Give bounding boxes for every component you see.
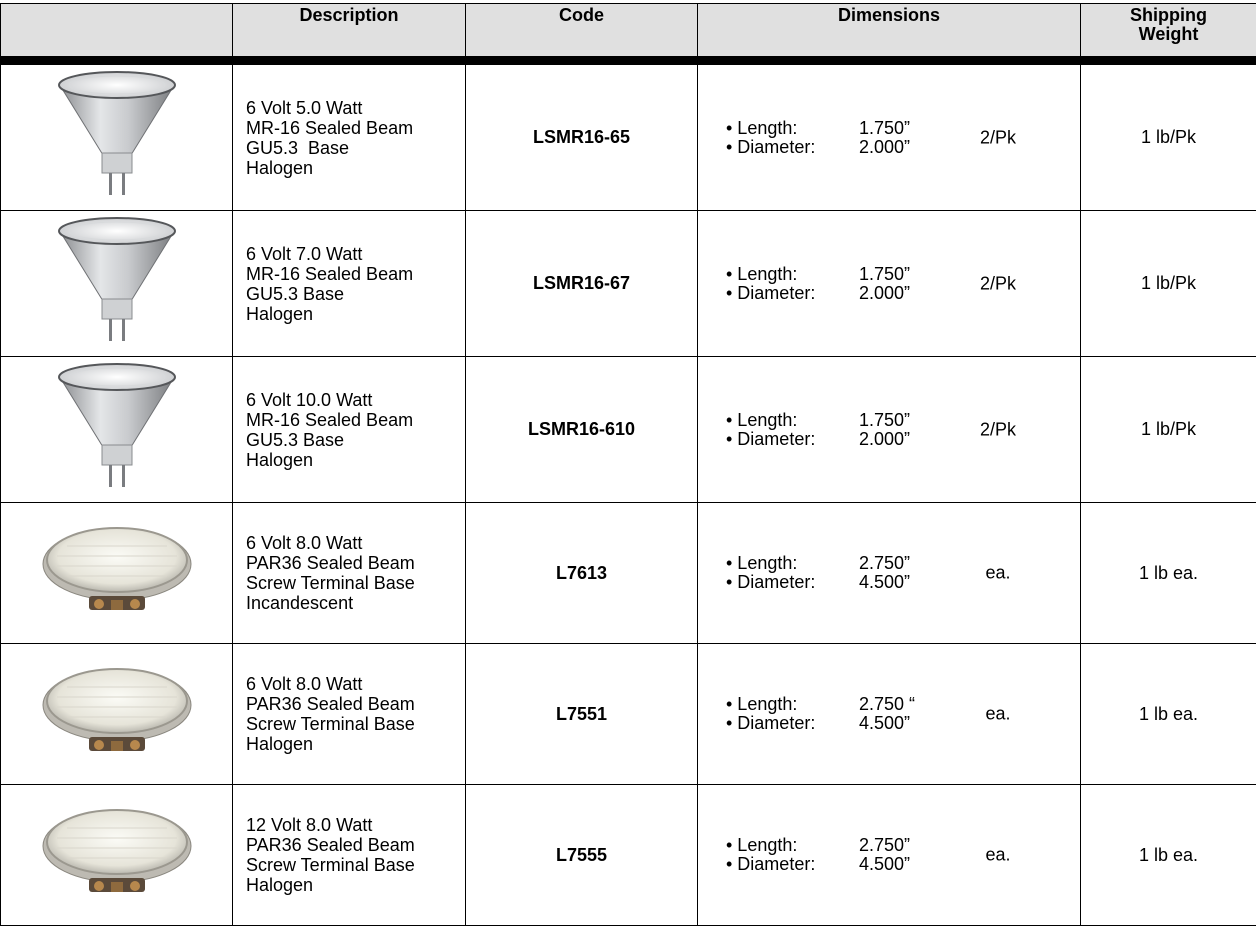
header-weight-line2: Weight [1081, 25, 1256, 44]
description-line: GU5.3 Base [246, 138, 465, 158]
description-cell [233, 65, 466, 211]
description-line: 6 Volt 5.0 Watt [246, 98, 465, 118]
table-row [1, 65, 1256, 211]
description-line: 6 Volt 10.0 Watt [246, 390, 465, 410]
shipping-weight: 1 lb ea. [1081, 503, 1256, 644]
mr16-bulb-icon [47, 338, 187, 355]
pack-quantity: 2/Pk [968, 274, 1028, 293]
product-code: LSMR16-610 [466, 357, 698, 503]
dimensions-cell [698, 644, 1081, 785]
length-value: 1.750” [859, 265, 949, 284]
shipping-weight: 1 lb/Pk [1081, 357, 1256, 503]
description-line: Incandescent [246, 593, 465, 613]
length-value: 1.750” [859, 119, 949, 138]
product-code: LSMR16-67 [466, 211, 698, 357]
diameter-label: • Diameter: [726, 284, 859, 303]
diameter-value: 2.000” [859, 430, 949, 449]
diameter-value: 2.000” [859, 284, 949, 303]
product-image-cell [1, 357, 233, 503]
dimensions-cell [698, 211, 1081, 357]
length-value: 2.750” [859, 554, 949, 573]
header-weight-line1: Shipping [1081, 6, 1256, 25]
length-value: 2.750” [859, 836, 949, 855]
mr16-bulb-icon [47, 484, 187, 501]
par36-bulb-icon [37, 895, 197, 912]
description-line: 6 Volt 7.0 Watt [246, 244, 465, 264]
description-cell [233, 503, 466, 644]
description-line: Halogen [246, 450, 465, 470]
description-line: Halogen [246, 734, 465, 754]
length-label: • Length: [726, 554, 859, 573]
shipping-weight: 1 lb ea. [1081, 644, 1256, 785]
shipping-weight: 1 lb ea. [1081, 785, 1256, 926]
diameter-label: • Diameter: [726, 855, 859, 874]
description-line: Screw Terminal Base [246, 714, 465, 734]
description-line: 6 Volt 8.0 Watt [246, 674, 465, 694]
par36-bulb-icon [37, 613, 197, 630]
product-spec-table [0, 3, 1256, 926]
product-image-cell [1, 211, 233, 357]
header-image [1, 4, 233, 57]
length-label: • Length: [726, 836, 859, 855]
description-cell [233, 785, 466, 926]
product-code: L7551 [466, 644, 698, 785]
length-label: • Length: [726, 119, 859, 138]
description-line: PAR36 Sealed Beam [246, 835, 465, 855]
length-label: • Length: [726, 411, 859, 430]
description-line: Halogen [246, 875, 465, 895]
mr16-bulb-icon [47, 192, 187, 209]
description-line: 12 Volt 8.0 Watt [246, 815, 465, 835]
diameter-label: • Diameter: [726, 138, 859, 157]
table-row [1, 644, 1256, 785]
header-description: Description [233, 4, 466, 57]
header-shipping-weight [1081, 4, 1256, 57]
diameter-value: 4.500” [859, 573, 949, 592]
length-label: • Length: [726, 265, 859, 284]
table-row [1, 785, 1256, 926]
header-code: Code [466, 4, 698, 57]
dimensions-cell [698, 357, 1081, 503]
diameter-value: 2.000” [859, 138, 949, 157]
description-line: MR-16 Sealed Beam [246, 118, 465, 138]
description-line: MR-16 Sealed Beam [246, 410, 465, 430]
shipping-weight: 1 lb/Pk [1081, 65, 1256, 211]
description-line: MR-16 Sealed Beam [246, 264, 465, 284]
shipping-weight: 1 lb/Pk [1081, 211, 1256, 357]
diameter-label: • Diameter: [726, 573, 859, 592]
product-code: L7555 [466, 785, 698, 926]
description-line: GU5.3 Base [246, 430, 465, 450]
product-code: L7613 [466, 503, 698, 644]
product-image-cell [1, 785, 233, 926]
pack-quantity: 2/Pk [968, 128, 1028, 147]
description-cell [233, 211, 466, 357]
header-dimensions: Dimensions [698, 4, 1081, 57]
dimensions-cell [698, 65, 1081, 211]
description-line: 6 Volt 8.0 Watt [246, 533, 465, 553]
description-cell [233, 357, 466, 503]
description-line: PAR36 Sealed Beam [246, 694, 465, 714]
table-row [1, 503, 1256, 644]
dimensions-cell [698, 503, 1081, 644]
dimensions-cell [698, 785, 1081, 926]
description-line: Halogen [246, 158, 465, 178]
pack-quantity: ea. [968, 705, 1028, 724]
product-image-cell [1, 644, 233, 785]
description-line: GU5.3 Base [246, 284, 465, 304]
description-line: Halogen [246, 304, 465, 324]
length-label: • Length: [726, 695, 859, 714]
pack-quantity: 2/Pk [968, 420, 1028, 439]
diameter-label: • Diameter: [726, 714, 859, 733]
pack-quantity: ea. [968, 564, 1028, 583]
pack-quantity: ea. [968, 846, 1028, 865]
header-row [1, 4, 1256, 57]
length-value: 1.750” [859, 411, 949, 430]
description-line: Screw Terminal Base [246, 573, 465, 593]
diameter-value: 4.500” [859, 714, 949, 733]
product-image-cell [1, 503, 233, 644]
product-image-cell [1, 65, 233, 211]
description-cell [233, 644, 466, 785]
length-value: 2.750 “ [859, 695, 949, 714]
header-divider [1, 57, 1256, 65]
table-row [1, 211, 1256, 357]
description-line: Screw Terminal Base [246, 855, 465, 875]
diameter-label: • Diameter: [726, 430, 859, 449]
product-code: LSMR16-65 [466, 65, 698, 211]
table-row [1, 357, 1256, 503]
description-line: PAR36 Sealed Beam [246, 553, 465, 573]
diameter-value: 4.500” [859, 855, 949, 874]
par36-bulb-icon [37, 754, 197, 771]
